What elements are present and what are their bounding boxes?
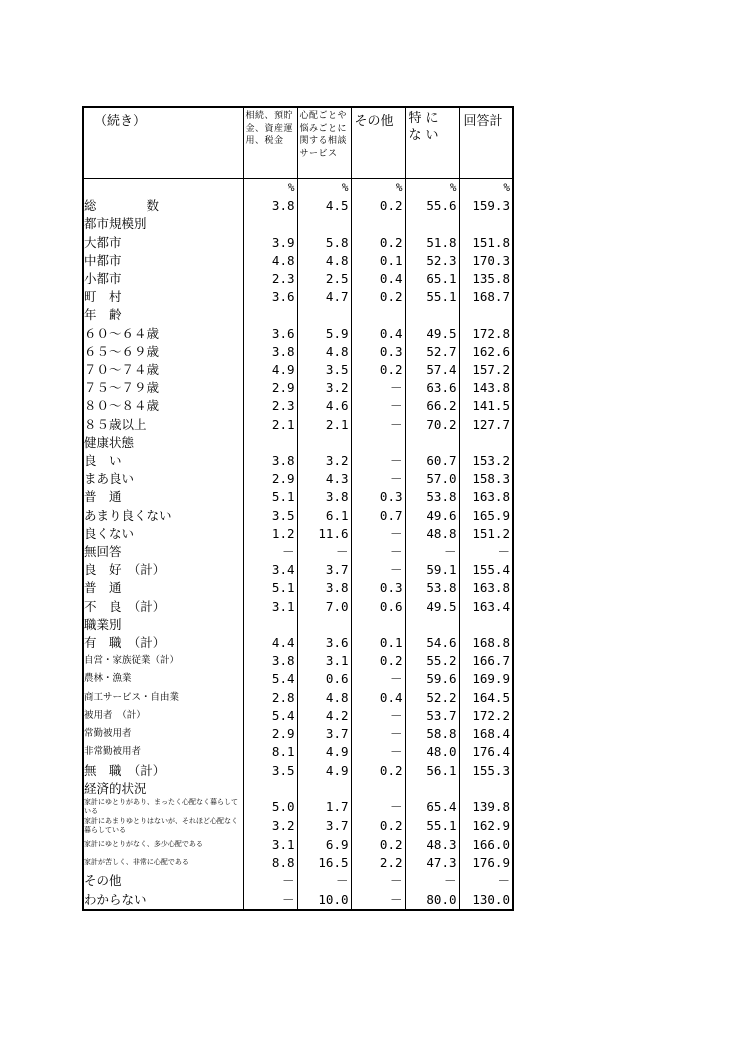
- value-cell: －: [351, 743, 405, 761]
- value-cell: 2.3: [243, 397, 297, 415]
- value-cell: 5.1: [243, 488, 297, 506]
- header-other: その他: [351, 107, 405, 179]
- value-cell: [297, 215, 351, 233]
- value-cell: [297, 434, 351, 452]
- value-cell: 58.8: [405, 725, 459, 743]
- value-cell: －: [351, 725, 405, 743]
- value-cell: 0.2: [351, 234, 405, 252]
- value-cell: 139.8: [459, 798, 513, 817]
- row-label: 家計にあまりゆとりはないが、それほど心配なく暮らしている: [84, 816, 238, 835]
- value-cell: 0.4: [351, 325, 405, 343]
- value-cell: 3.6: [297, 634, 351, 652]
- value-cell: 80.0: [405, 891, 459, 910]
- value-cell: [243, 616, 297, 634]
- value-cell: [459, 434, 513, 452]
- value-cell: 2.8: [243, 689, 297, 707]
- value-cell: 53.8: [405, 488, 459, 506]
- value-cell: 10.0: [297, 891, 351, 910]
- table-row: [83, 543, 513, 561]
- header-label: （続き）: [83, 107, 243, 179]
- unit-cell: %: [405, 179, 459, 198]
- value-cell: [243, 780, 297, 798]
- table-row: [83, 762, 513, 780]
- value-cell: 159.3: [459, 197, 513, 215]
- value-cell: 3.4: [243, 561, 297, 579]
- table-row: [83, 652, 513, 670]
- table-row: [83, 343, 513, 361]
- value-cell: 49.5: [405, 325, 459, 343]
- value-cell: 4.6: [297, 397, 351, 415]
- value-cell: 8.8: [243, 854, 297, 872]
- value-cell: 3.6: [243, 288, 297, 306]
- value-cell: 4.7: [297, 288, 351, 306]
- value-cell: [351, 616, 405, 634]
- value-cell: 3.8: [297, 579, 351, 597]
- table-row: [83, 288, 513, 306]
- row-label: 商工サービス・自由業: [84, 691, 180, 703]
- row-label: 自営・家族従業（計）: [84, 655, 180, 667]
- value-cell: 4.9: [297, 762, 351, 780]
- value-cell: [405, 306, 459, 324]
- row-label: 経済的状況: [84, 780, 147, 796]
- row-label: 常勤被用者: [84, 728, 132, 740]
- table-row: [83, 397, 513, 415]
- value-cell: －: [243, 543, 297, 561]
- table-row: [83, 634, 513, 652]
- value-cell: 176.9: [459, 854, 513, 872]
- value-cell: 49.6: [405, 507, 459, 525]
- value-cell: 162.6: [459, 343, 513, 361]
- value-cell: 48.8: [405, 525, 459, 543]
- value-cell: 163.8: [459, 579, 513, 597]
- value-cell: 172.8: [459, 325, 513, 343]
- value-cell: 157.2: [459, 361, 513, 379]
- value-cell: 3.7: [297, 561, 351, 579]
- value-cell: 0.2: [351, 288, 405, 306]
- value-cell: －: [351, 379, 405, 397]
- value-cell: －: [351, 798, 405, 817]
- header-row: [83, 107, 513, 179]
- value-cell: 6.1: [297, 507, 351, 525]
- row-label: 町 村: [84, 289, 122, 305]
- row-label: 健康状態: [84, 434, 135, 450]
- table-row: [83, 379, 513, 397]
- row-label: 職業別: [84, 616, 122, 632]
- value-cell: 3.8: [297, 488, 351, 506]
- header-total-responses: 回答計: [459, 107, 513, 179]
- value-cell: 59.6: [405, 670, 459, 688]
- value-cell: 166.7: [459, 652, 513, 670]
- value-cell: －: [243, 891, 297, 910]
- value-cell: 5.8: [297, 234, 351, 252]
- value-cell: 48.3: [405, 836, 459, 854]
- value-cell: 3.1: [297, 652, 351, 670]
- value-cell: 0.3: [351, 488, 405, 506]
- value-cell: 169.9: [459, 670, 513, 688]
- value-cell: 4.9: [297, 743, 351, 761]
- value-cell: －: [405, 872, 459, 890]
- value-cell: 168.4: [459, 725, 513, 743]
- table-row: [83, 507, 513, 525]
- unit-cell: %: [243, 179, 297, 198]
- value-cell: 3.8: [243, 452, 297, 470]
- value-cell: －: [351, 707, 405, 725]
- value-cell: 63.6: [405, 379, 459, 397]
- value-cell: 2.1: [243, 416, 297, 434]
- table-row: [83, 215, 513, 233]
- value-cell: 153.2: [459, 452, 513, 470]
- value-cell: 0.2: [351, 836, 405, 854]
- value-cell: [297, 616, 351, 634]
- value-cell: 141.5: [459, 397, 513, 415]
- value-cell: 1.2: [243, 525, 297, 543]
- value-cell: [459, 616, 513, 634]
- value-cell: [351, 434, 405, 452]
- row-label: ７５～７９歳: [84, 380, 160, 396]
- value-cell: 59.1: [405, 561, 459, 579]
- value-cell: 60.7: [405, 452, 459, 470]
- row-label: わからない: [84, 891, 147, 907]
- value-cell: 135.8: [459, 270, 513, 288]
- value-cell: －: [351, 452, 405, 470]
- table-row: [83, 798, 513, 817]
- row-label: 良くない: [84, 525, 135, 541]
- value-cell: [351, 215, 405, 233]
- table-row: [83, 488, 513, 506]
- row-label: ８５歳以上: [84, 416, 147, 432]
- value-cell: －: [351, 872, 405, 890]
- row-label: ６５～６９歳: [84, 343, 160, 359]
- row-label: 都市規模別: [84, 216, 147, 232]
- value-cell: 3.1: [243, 836, 297, 854]
- value-cell: 5.9: [297, 325, 351, 343]
- value-cell: [351, 780, 405, 798]
- value-cell: 0.2: [351, 652, 405, 670]
- value-cell: 4.8: [297, 343, 351, 361]
- value-cell: 16.5: [297, 854, 351, 872]
- value-cell: 158.3: [459, 470, 513, 488]
- value-cell: 0.4: [351, 270, 405, 288]
- row-label: 普 通: [84, 489, 122, 505]
- value-cell: 0.1: [351, 634, 405, 652]
- value-cell: 48.0: [405, 743, 459, 761]
- value-cell: 0.4: [351, 689, 405, 707]
- row-label: 年 齢: [84, 307, 122, 323]
- value-cell: 165.9: [459, 507, 513, 525]
- value-cell: [243, 215, 297, 233]
- value-cell: 52.7: [405, 343, 459, 361]
- value-cell: 3.1: [243, 598, 297, 616]
- value-cell: 0.2: [351, 197, 405, 215]
- value-cell: [405, 434, 459, 452]
- value-cell: 4.8: [243, 252, 297, 270]
- value-cell: 3.7: [297, 725, 351, 743]
- row-label: 無 職 （計）: [84, 762, 166, 778]
- table-row: [83, 361, 513, 379]
- row-label: 農林・漁業: [84, 673, 132, 685]
- value-cell: 3.8: [243, 652, 297, 670]
- value-cell: [405, 215, 459, 233]
- value-cell: 0.6: [351, 598, 405, 616]
- data-table: [82, 106, 514, 911]
- value-cell: 155.3: [459, 762, 513, 780]
- table-row: [83, 817, 513, 836]
- row-label: 小都市: [84, 271, 122, 287]
- value-cell: 3.5: [243, 507, 297, 525]
- value-cell: 53.8: [405, 579, 459, 597]
- value-cell: [243, 306, 297, 324]
- row-label: 普 通: [84, 580, 122, 596]
- value-cell: [297, 780, 351, 798]
- value-cell: 163.8: [459, 488, 513, 506]
- value-cell: 3.5: [297, 361, 351, 379]
- value-cell: 6.9: [297, 836, 351, 854]
- table-row: [83, 725, 513, 743]
- row-label: 総 数: [84, 198, 160, 214]
- value-cell: 54.6: [405, 634, 459, 652]
- value-cell: 3.8: [243, 197, 297, 215]
- value-cell: 65.4: [405, 798, 459, 817]
- value-cell: 66.2: [405, 397, 459, 415]
- value-cell: 7.0: [297, 598, 351, 616]
- value-cell: 130.0: [459, 891, 513, 910]
- value-cell: 2.5: [297, 270, 351, 288]
- value-cell: 55.6: [405, 197, 459, 215]
- value-cell: 170.3: [459, 252, 513, 270]
- value-cell: 49.5: [405, 598, 459, 616]
- value-cell: [297, 306, 351, 324]
- value-cell: 55.1: [405, 817, 459, 836]
- value-cell: 5.4: [243, 670, 297, 688]
- value-cell: 2.9: [243, 379, 297, 397]
- value-cell: －: [351, 397, 405, 415]
- value-cell: 11.6: [297, 525, 351, 543]
- value-cell: 57.0: [405, 470, 459, 488]
- row-label: 大都市: [84, 234, 122, 250]
- value-cell: 3.6: [243, 325, 297, 343]
- table-row: [83, 452, 513, 470]
- value-cell: 3.9: [243, 234, 297, 252]
- table-row: [83, 579, 513, 597]
- table-row: [83, 252, 513, 270]
- row-label: ８０～８４歳: [84, 398, 160, 414]
- value-cell: 176.4: [459, 743, 513, 761]
- value-cell: [405, 616, 459, 634]
- value-cell: 3.2: [297, 379, 351, 397]
- table-row: [83, 197, 513, 215]
- value-cell: 166.0: [459, 836, 513, 854]
- table-row: [83, 616, 513, 634]
- header-consultation-service: 心配ごとや悩みごとに関する相談サービス: [297, 107, 351, 179]
- value-cell: 0.6: [297, 670, 351, 688]
- table-row: [83, 306, 513, 324]
- value-cell: －: [351, 670, 405, 688]
- value-cell: 3.2: [243, 817, 297, 836]
- value-cell: 3.7: [297, 817, 351, 836]
- table-row: [83, 670, 513, 688]
- value-cell: 4.3: [297, 470, 351, 488]
- value-cell: 0.2: [351, 361, 405, 379]
- row-label: 良 好 （計）: [84, 562, 166, 578]
- row-label: 無回答: [84, 544, 122, 560]
- row-label: その他: [84, 873, 122, 889]
- value-cell: －: [351, 561, 405, 579]
- value-cell: 1.7: [297, 798, 351, 817]
- table-row: [83, 434, 513, 452]
- value-cell: 52.3: [405, 252, 459, 270]
- unit-cell: %: [351, 179, 405, 198]
- value-cell: 2.9: [243, 725, 297, 743]
- value-cell: －: [351, 416, 405, 434]
- table-row: [83, 598, 513, 616]
- value-cell: －: [243, 872, 297, 890]
- value-cell: 2.2: [351, 854, 405, 872]
- row-label: あまり良くない: [84, 507, 172, 523]
- table-row: [83, 470, 513, 488]
- value-cell: －: [351, 470, 405, 488]
- value-cell: 164.5: [459, 689, 513, 707]
- value-cell: 127.7: [459, 416, 513, 434]
- value-cell: 51.8: [405, 234, 459, 252]
- value-cell: 162.9: [459, 817, 513, 836]
- table-body: [83, 179, 513, 910]
- value-cell: －: [351, 891, 405, 910]
- value-cell: 56.1: [405, 762, 459, 780]
- table-row: [83, 707, 513, 725]
- value-cell: 70.2: [405, 416, 459, 434]
- unit-label-cell: [83, 179, 243, 198]
- value-cell: 55.2: [405, 652, 459, 670]
- row-label: 家計が苦しく、非常に心配である: [84, 858, 189, 867]
- value-cell: 0.2: [351, 817, 405, 836]
- value-cell: 4.8: [297, 252, 351, 270]
- value-cell: [243, 434, 297, 452]
- table-row: [83, 872, 513, 890]
- value-cell: 3.5: [243, 762, 297, 780]
- value-cell: [459, 780, 513, 798]
- value-cell: －: [405, 543, 459, 561]
- value-cell: [459, 306, 513, 324]
- value-cell: 5.0: [243, 798, 297, 817]
- row-label: 中都市: [84, 252, 122, 268]
- unit-cell: %: [459, 179, 513, 198]
- row-label: 非常勤被用者: [84, 746, 142, 758]
- row-label: 有 職 （計）: [84, 635, 166, 651]
- row-label: ７０～７４歳: [84, 362, 160, 378]
- value-cell: 65.1: [405, 270, 459, 288]
- value-cell: 0.2: [351, 762, 405, 780]
- value-cell: 4.2: [297, 707, 351, 725]
- table-row: [83, 234, 513, 252]
- value-cell: 53.7: [405, 707, 459, 725]
- table-row: [83, 416, 513, 434]
- value-cell: 2.9: [243, 470, 297, 488]
- row-label: 不 良 （計）: [84, 598, 166, 614]
- value-cell: 0.3: [351, 579, 405, 597]
- value-cell: 2.1: [297, 416, 351, 434]
- table-row: [83, 525, 513, 543]
- value-cell: 168.7: [459, 288, 513, 306]
- table-row: [83, 891, 513, 910]
- value-cell: －: [351, 543, 405, 561]
- table-row: [83, 270, 513, 288]
- value-cell: 4.4: [243, 634, 297, 652]
- value-cell: 4.5: [297, 197, 351, 215]
- row-label: 家計にゆとりがなく、多少心配である: [84, 840, 203, 849]
- value-cell: 5.4: [243, 707, 297, 725]
- value-cell: －: [297, 543, 351, 561]
- value-cell: 2.3: [243, 270, 297, 288]
- value-cell: 151.2: [459, 525, 513, 543]
- table-row: [83, 689, 513, 707]
- value-cell: 168.8: [459, 634, 513, 652]
- value-cell: 4.9: [243, 361, 297, 379]
- table-row: [83, 854, 513, 872]
- value-cell: 163.4: [459, 598, 513, 616]
- value-cell: 8.1: [243, 743, 297, 761]
- value-cell: 151.8: [459, 234, 513, 252]
- value-cell: 0.7: [351, 507, 405, 525]
- header-inheritance-savings: 相続、預貯金、資産運用、税金: [243, 107, 297, 179]
- row-label: 被用者 （計）: [84, 709, 146, 721]
- value-cell: 0.1: [351, 252, 405, 270]
- value-cell: 52.2: [405, 689, 459, 707]
- table-row: [83, 743, 513, 761]
- row-label: 家計にゆとりがあり、まったく心配なく暮らしている: [84, 797, 238, 816]
- value-cell: 3.8: [243, 343, 297, 361]
- value-cell: 0.3: [351, 343, 405, 361]
- table-row: [83, 780, 513, 798]
- unit-cell: %: [297, 179, 351, 198]
- value-cell: 57.4: [405, 361, 459, 379]
- value-cell: 172.2: [459, 707, 513, 725]
- value-cell: －: [297, 872, 351, 890]
- table-row: [83, 561, 513, 579]
- value-cell: 143.8: [459, 379, 513, 397]
- value-cell: [459, 215, 513, 233]
- value-cell: 55.1: [405, 288, 459, 306]
- row-label: ６０～６４歳: [84, 325, 160, 341]
- value-cell: －: [351, 525, 405, 543]
- value-cell: －: [459, 872, 513, 890]
- value-cell: 155.4: [459, 561, 513, 579]
- header-nothing-particular: 特にない: [405, 107, 459, 179]
- row-label: 良 い: [84, 453, 122, 469]
- unit-row: [83, 179, 513, 198]
- value-cell: －: [459, 543, 513, 561]
- value-cell: 47.3: [405, 854, 459, 872]
- table-row: [83, 836, 513, 854]
- value-cell: [351, 306, 405, 324]
- value-cell: 3.2: [297, 452, 351, 470]
- value-cell: 5.1: [243, 579, 297, 597]
- value-cell: [405, 780, 459, 798]
- row-label: まあ良い: [84, 471, 135, 487]
- table-row: [83, 325, 513, 343]
- value-cell: 4.8: [297, 689, 351, 707]
